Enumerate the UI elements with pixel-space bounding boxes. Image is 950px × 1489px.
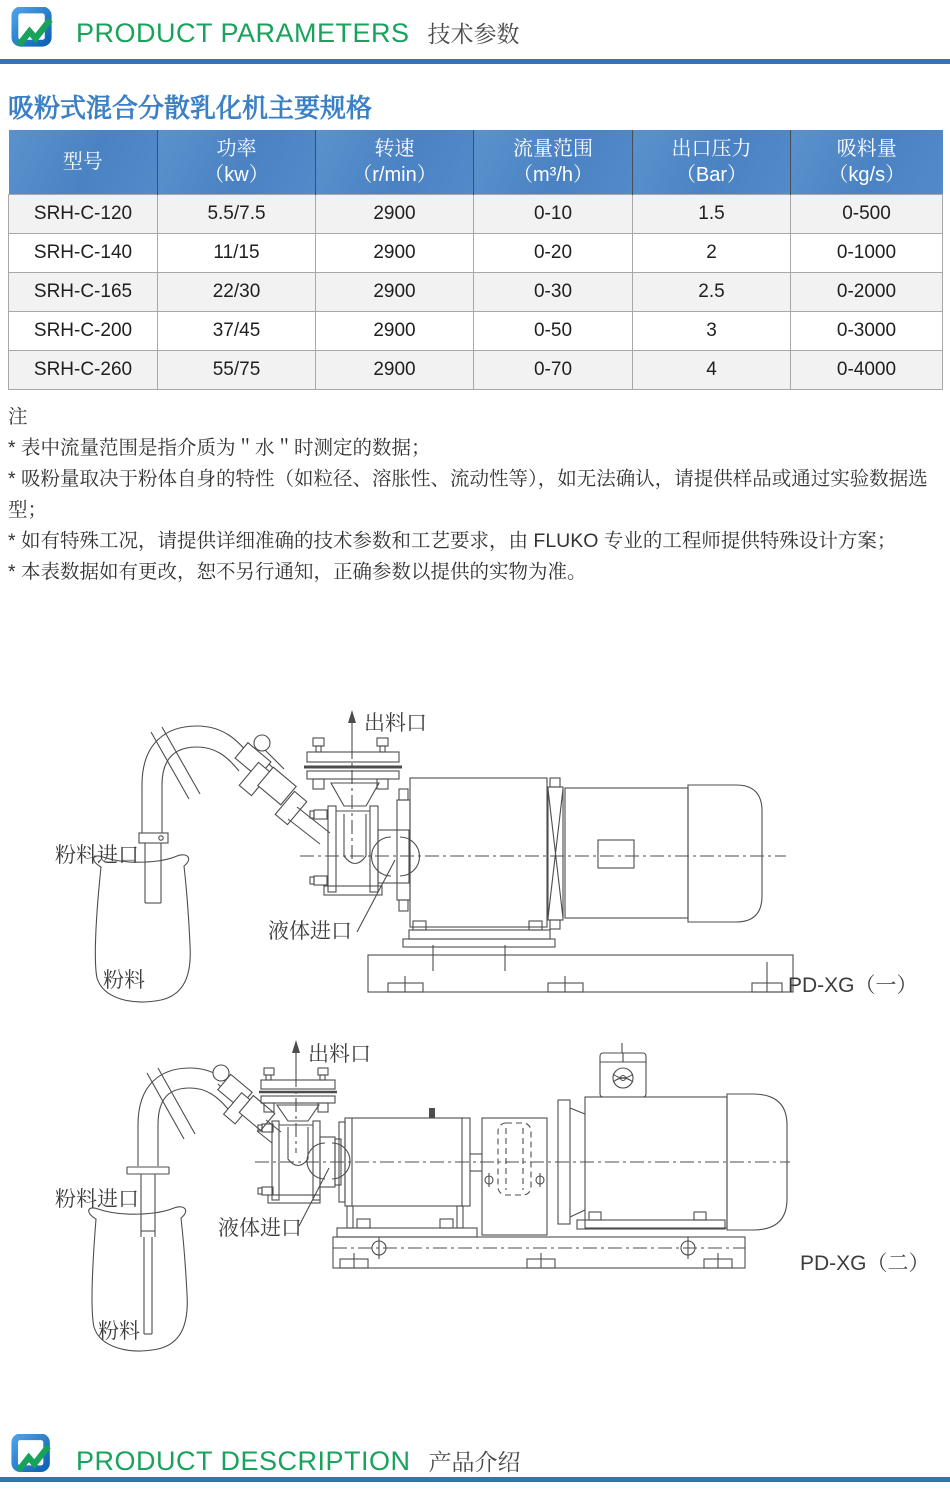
table-header-cell: 流量范围 （m³/h） bbox=[474, 130, 633, 195]
table-cell: 2900 bbox=[316, 312, 474, 351]
table-cell: 2900 bbox=[316, 234, 474, 273]
table-header-cell: 转速 （r/min） bbox=[316, 130, 474, 195]
table-cell: 11/15 bbox=[158, 234, 316, 273]
table-cell: 0-1000 bbox=[791, 234, 943, 273]
top-divider-rule bbox=[0, 59, 950, 64]
outlet-label: 出料口 bbox=[308, 1043, 371, 1066]
note-item: * 表中流量范围是指介质为＂水＂时测定的数据； bbox=[8, 437, 431, 459]
table-cell: 0-10 bbox=[474, 195, 633, 234]
note-item: * 如有特殊工况，请提供详细准确的技术参数和工艺要求，由 FLUKO 专业的工程师提供特殊设计方案； bbox=[8, 530, 897, 552]
table-header-row bbox=[9, 130, 943, 195]
table-cell: 2 bbox=[633, 234, 791, 273]
table-cell: SRH-C-120 bbox=[9, 195, 158, 234]
table-cell: 0-50 bbox=[474, 312, 633, 351]
table-cell: 22/30 bbox=[158, 273, 316, 312]
table-cell: 2900 bbox=[316, 351, 474, 390]
powder-label: 粉料 bbox=[98, 1320, 140, 1343]
bottom-banner-title-en: PRODUCT DESCRIPTION bbox=[76, 1446, 411, 1476]
table-header-cell: 型号 bbox=[9, 130, 158, 195]
table-cell: 0-30 bbox=[474, 273, 633, 312]
top-banner-title-zh: 技术参数 bbox=[427, 21, 520, 47]
table-row bbox=[9, 273, 943, 312]
top-banner-title-en: PRODUCT PARAMETERS bbox=[76, 18, 410, 48]
table-cell: SRH-C-200 bbox=[9, 312, 158, 351]
table-cell: 0-2000 bbox=[791, 273, 943, 312]
table-cell: 55/75 bbox=[158, 351, 316, 390]
pump-diagram-2 bbox=[0, 1028, 950, 1373]
table-cell: 0-70 bbox=[474, 351, 633, 390]
table-cell: 5.5/7.5 bbox=[158, 195, 316, 234]
table-cell: 0-20 bbox=[474, 234, 633, 273]
outlet-label: 出料口 bbox=[364, 712, 427, 735]
table-cell: SRH-C-165 bbox=[9, 273, 158, 312]
brand-logo-icon bbox=[10, 7, 57, 54]
table-cell: 4 bbox=[633, 351, 791, 390]
table-cell: 0-500 bbox=[791, 195, 943, 234]
table-header-cell: 功率 （kw） bbox=[158, 130, 316, 195]
liquid-inlet-label: 液体进口 bbox=[218, 1217, 302, 1240]
brand-logo-icon bbox=[10, 1434, 55, 1479]
powder-inlet-label: 粉料进口 bbox=[55, 844, 139, 867]
table-row bbox=[9, 234, 943, 273]
pump-diagram-1 bbox=[0, 690, 950, 1025]
note-item: * 吸粉量取决于粉体自身的特性（如粒径、溶胀性、流动性等），如无法确认，请提供样品或通过实验数据选型； bbox=[8, 468, 928, 521]
table-cell: SRH-C-140 bbox=[9, 234, 158, 273]
table-cell: 2900 bbox=[316, 273, 474, 312]
bottom-banner-title-zh: 产品介绍 bbox=[428, 1449, 521, 1475]
liquid-inlet-label: 液体进口 bbox=[268, 920, 352, 943]
notes-title: 注 bbox=[8, 406, 28, 428]
note-item: * 本表数据如有更改，恕不另行通知，正确参数以提供的实物为准。 bbox=[8, 561, 587, 583]
bottom-divider-rule bbox=[0, 1477, 950, 1482]
powder-inlet-label: 粉料进口 bbox=[55, 1188, 139, 1211]
table-row bbox=[9, 312, 943, 351]
diagram1-caption: PD-XG（一） bbox=[788, 974, 918, 997]
bottom-banner bbox=[76, 1444, 521, 1477]
table-cell: 3 bbox=[633, 312, 791, 351]
table-row bbox=[9, 195, 943, 234]
table-cell: 0-4000 bbox=[791, 351, 943, 390]
section-title: 吸粉式混合分散乳化机主要规格 bbox=[8, 93, 373, 123]
table-cell: 2.5 bbox=[633, 273, 791, 312]
table-cell: 0-3000 bbox=[791, 312, 943, 351]
table-header-cell: 出口压力 （Bar） bbox=[633, 130, 791, 195]
notes-block bbox=[8, 402, 942, 588]
table-row bbox=[9, 351, 943, 390]
table-cell: 2900 bbox=[316, 195, 474, 234]
table-cell: SRH-C-260 bbox=[9, 351, 158, 390]
table-cell: 1.5 bbox=[633, 195, 791, 234]
table-cell: 37/45 bbox=[158, 312, 316, 351]
spec-table bbox=[8, 130, 943, 390]
diagram2-caption: PD-XG（二） bbox=[800, 1252, 930, 1275]
table-header-cell: 吸料量 （kg/s） bbox=[791, 130, 943, 195]
powder-label: 粉料 bbox=[103, 969, 145, 992]
top-banner bbox=[76, 16, 520, 49]
